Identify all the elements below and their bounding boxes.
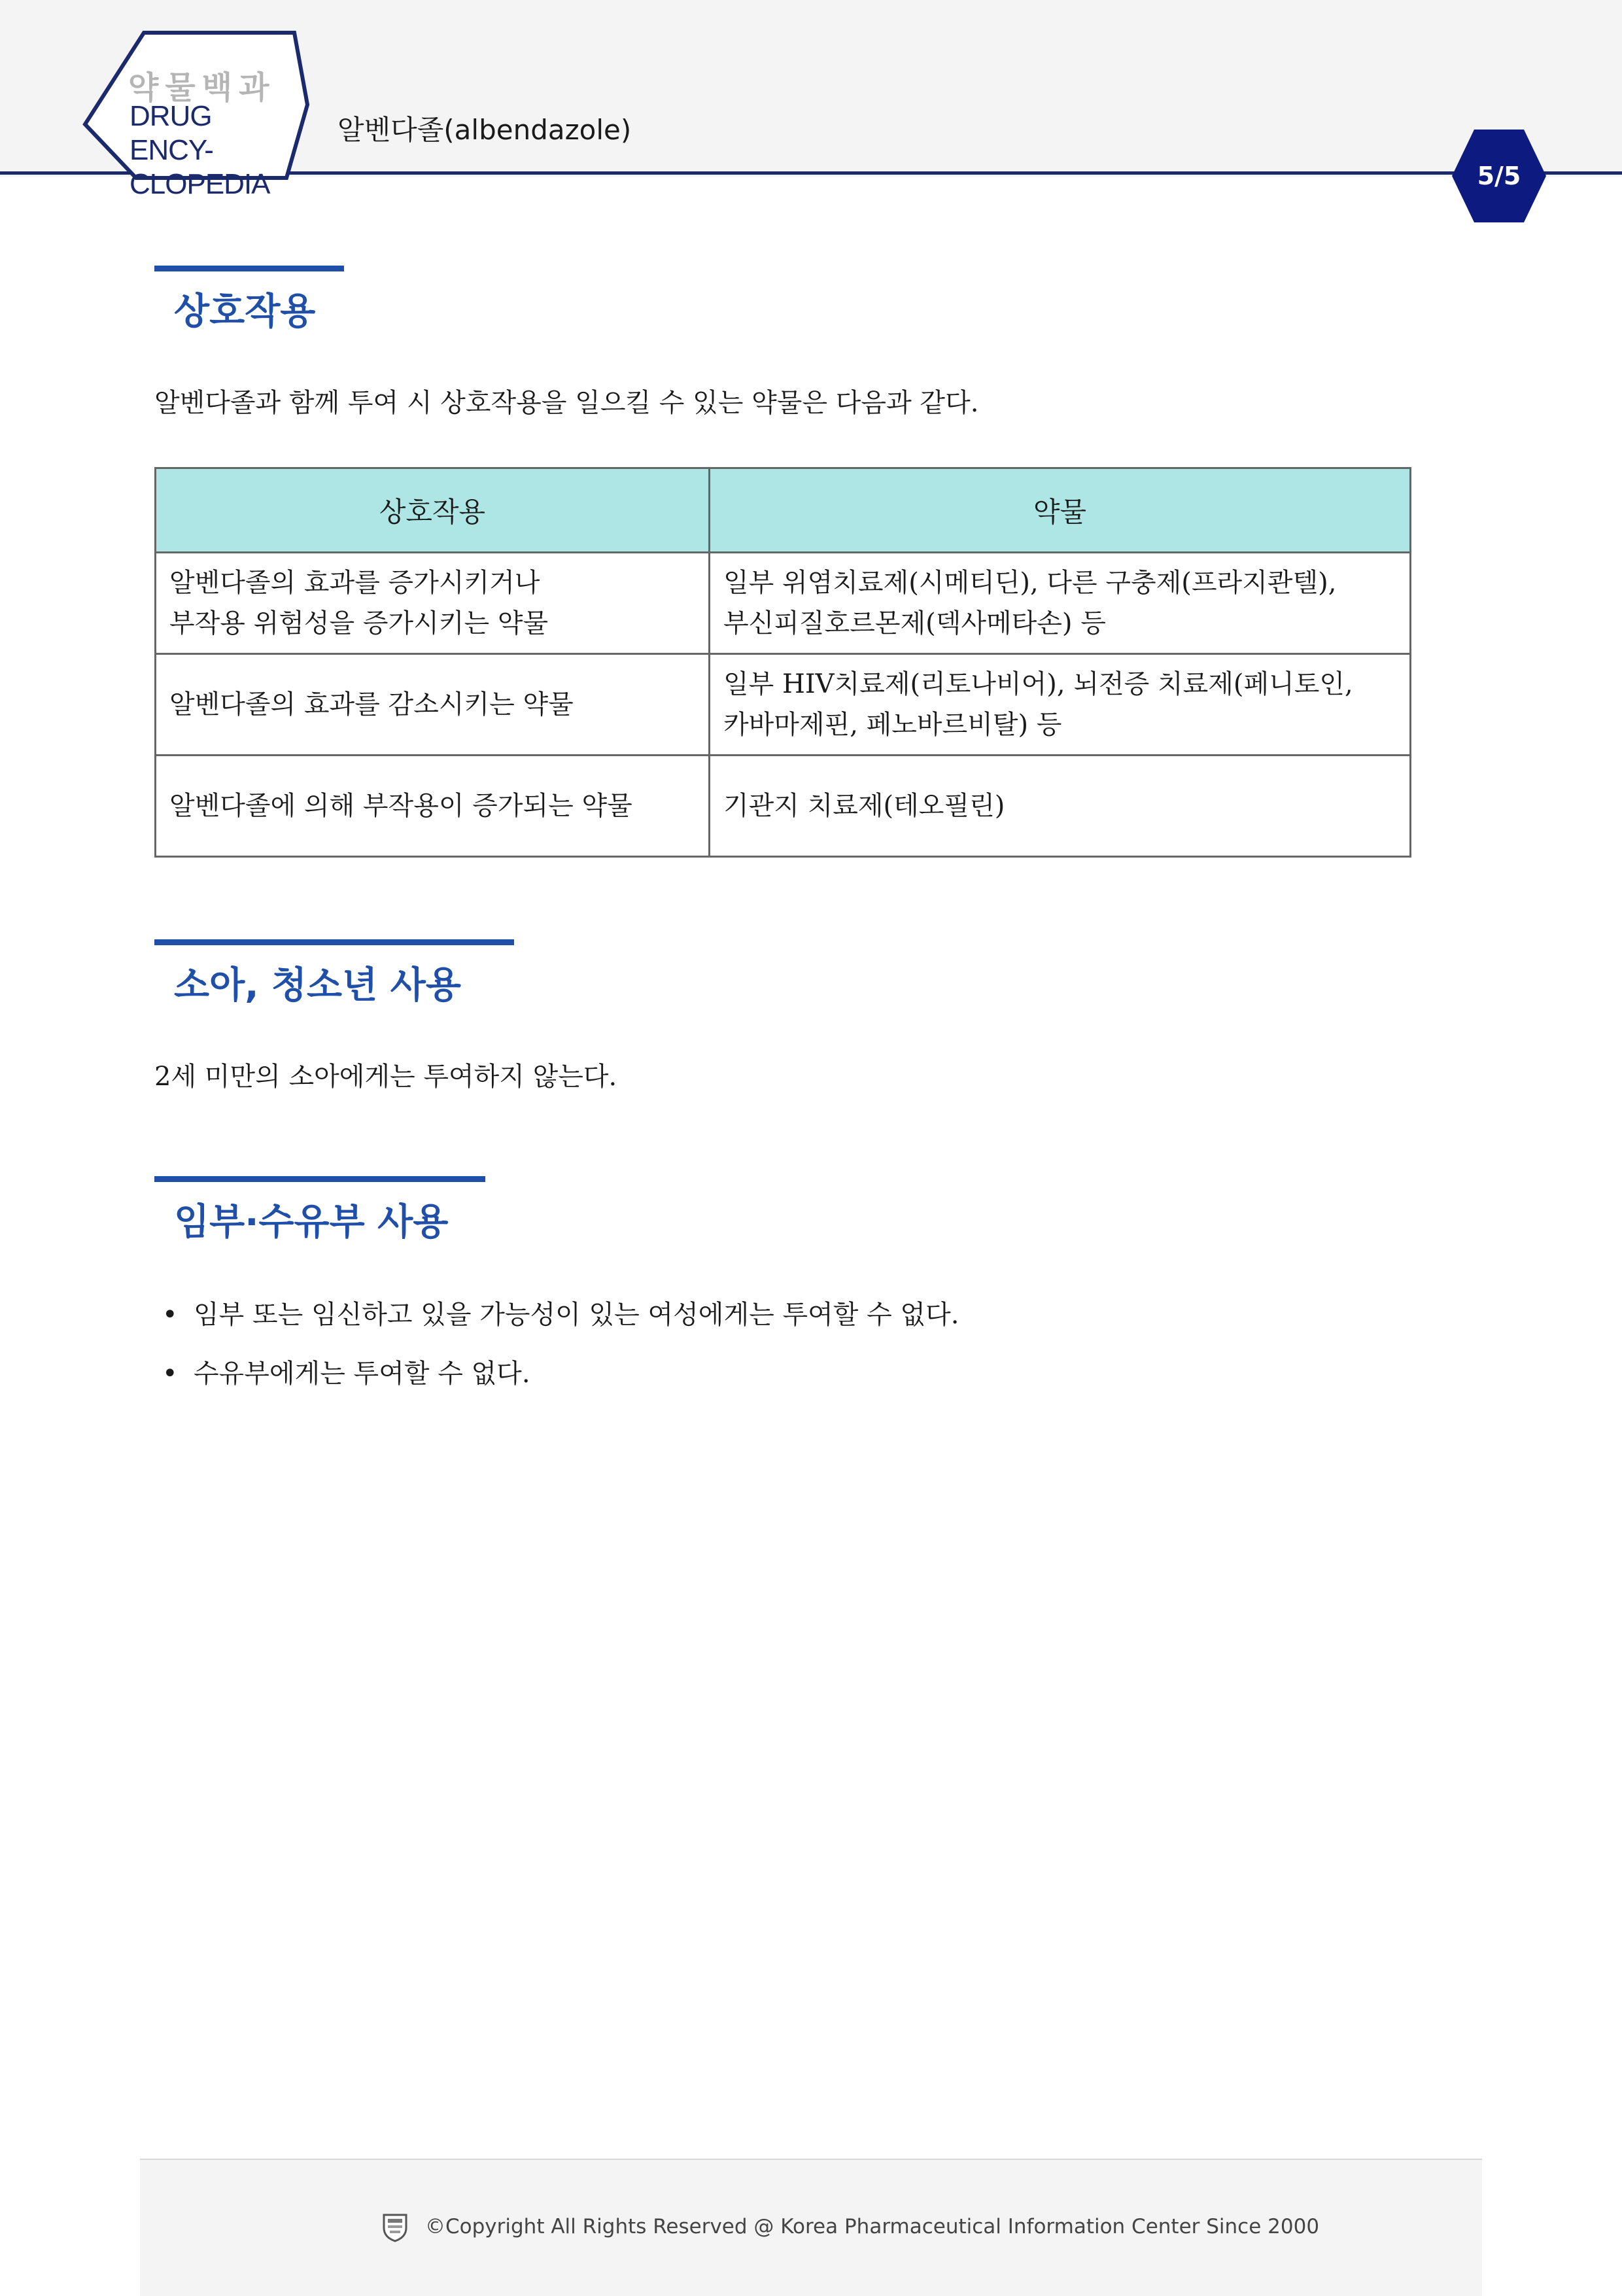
shield-emblem-icon: [382, 2212, 408, 2242]
interactions-intro-text: 알벤다졸과 함께 투여 시 상호작용을 일으킬 수 있는 약물은 다음과 같다.: [154, 388, 979, 418]
list-item: [154, 1354, 959, 1413]
page-number-badge: 5/5: [1477, 162, 1521, 190]
table-cell-drugs: [710, 654, 1411, 756]
cell-line: 일부 HIV치료제(리토나비어), 뇌전증 치료제(페니토인,: [723, 669, 1353, 699]
table-row: [156, 756, 1411, 857]
bullet-dot-icon: •: [162, 1359, 178, 1389]
section-title-interactions: 상호작용: [174, 290, 316, 333]
table-header-drugs: 약물: [710, 468, 1411, 553]
table-cell-effect: [156, 553, 710, 654]
section-bar-interactions: [154, 266, 344, 271]
page-footer: [140, 2159, 1482, 2296]
cell-line: 알벤다졸의 효과를 증가시키거나: [169, 568, 540, 598]
pregnancy-bullet-list: [154, 1295, 959, 1413]
document-title: 알벤다졸(albendazole): [337, 114, 632, 146]
cell-line: 카바마제핀, 페노바르비탈) 등: [723, 710, 1062, 740]
copyright-text: ©Copyright All Rights Reserved @ Korea Pharmaceutical Information Center Since 2000: [425, 2215, 1320, 2238]
pediatric-text: 2세 미만의 소아에게는 투여하지 않는다.: [154, 1062, 617, 1092]
table-cell-effect: [156, 756, 710, 857]
list-item-text: 수유부에게는 투여할 수 없다.: [194, 1359, 530, 1389]
cell-line: 알벤다졸에 의해 부작용이 증가되는 약물: [169, 791, 632, 821]
section-bar-pediatric: [154, 939, 514, 945]
table-cell-effect: [156, 654, 710, 756]
logo-english-line1: DRUG ENCY-: [129, 100, 213, 166]
table-header-row: [156, 468, 1411, 553]
section-title-pregnancy: 임부·수유부 사용: [174, 1201, 449, 1244]
logo-english-line2: CLOPEDIA: [129, 168, 270, 200]
table-cell-drugs: [710, 756, 1411, 857]
cell-line: 기관지 치료제(테오필린): [723, 791, 1005, 821]
logo-korean-text: 약물백과: [128, 69, 276, 106]
logo-english-text: [129, 99, 300, 201]
cell-line: 부신피질호르몬제(덱사메타손) 등: [723, 608, 1106, 638]
cell-line: 알벤다졸의 효과를 감소시키는 약물: [169, 689, 574, 720]
table-cell-drugs: [710, 553, 1411, 654]
table-row: [156, 654, 1411, 756]
bullet-dot-icon: •: [162, 1300, 178, 1330]
section-title-pediatric: 소아, 청소년 사용: [174, 964, 461, 1007]
list-item: [154, 1295, 959, 1354]
cell-line: 일부 위염치료제(시메티딘), 다른 구충제(프라지콴텔),: [723, 568, 1337, 598]
interactions-table: [154, 467, 1411, 858]
cell-line: 부작용 위험성을 증가시키는 약물: [169, 608, 549, 638]
section-bar-pregnancy: [154, 1176, 485, 1182]
list-item-text: 임부 또는 임신하고 있을 가능성이 있는 여성에게는 투여할 수 없다.: [194, 1300, 959, 1330]
table-header-effect: 상호작용: [156, 468, 710, 553]
table-row: [156, 553, 1411, 654]
